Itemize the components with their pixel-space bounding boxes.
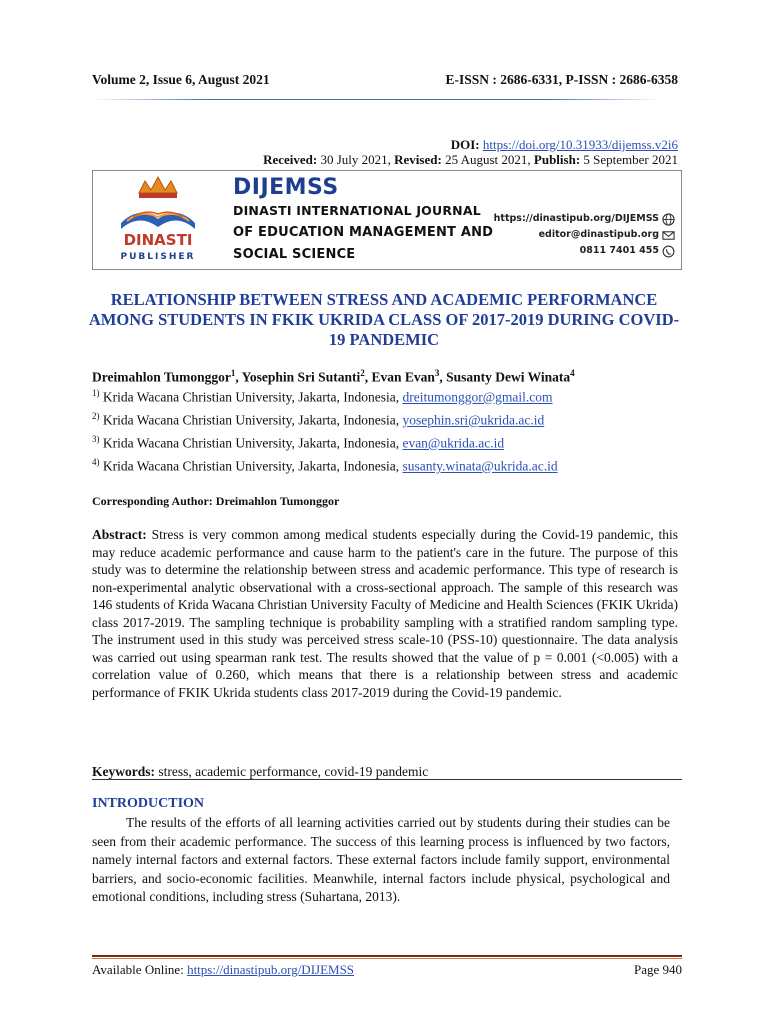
abstract-text: Stress is very common among medical students especially during the Covid-19 pandemic, this may reduce academic performance and cause harm to the patient's care in the future. The purpose of this study was to determine the relationship between stress and academic performance. This type of research is non-experimental analytic observational with a cross-sectional approach. The sample of this research was 146 students of Krida Wacana Christian University Faculty of Medicine and Health Sciences (FKIK Ukrida) class 2017-2019. The sampling technique is probability sampling with a stratified random sampling type. The instrument used in this study was perceived stress scale-10 (PSS-10) questionnaire. The data analysis was carried out using spearman rank test. The results showed that the value of p = 0.001 (<0.005) with a correlation value of 0.260, which means that there is a relationship between stress and academic performance of FKIK Ukrida students class 2017-2019 during the Covid-19 pandemic. — [92, 527, 678, 700]
paper-title: RELATIONSHIP BETWEEN STRESS AND ACADEMIC PERFORMANCE AMONG STUDENTS IN FKIK UKRIDA CLASS OF 2017-2019 DURING COVID-19 PANDEMIC — [88, 290, 680, 349]
journal-volume: Volume 2, Issue 6, August 2021 — [92, 72, 270, 87]
author-affiliation-marker: 2 — [360, 368, 365, 378]
author-name: Susanty Dewi Winata — [446, 369, 571, 385]
journal-name-line1: DINASTI INTERNATIONAL JOURNAL — [233, 203, 481, 218]
introduction-text: The results of the efforts of all learning activities carried out by students during their studies can be seen from their academic performance. The success of this learning process is influenced by two factors, namely internal factors and external factors. These external factors include family support, environmental barriers, and socio-economic facilities. Meanwhile, internal factors include physical, psychological and emotional conditions, including stress (Suhartana, 2013). — [92, 815, 670, 904]
keywords-text: stress, academic performance, covid-19 pandemic — [155, 764, 429, 779]
journal-contacts — [494, 211, 675, 259]
journal-name-line3: SOCIAL SCIENCE — [233, 247, 356, 262]
author-affiliation-marker: 4 — [570, 368, 575, 378]
corresponding-author: Corresponding Author: Dreimahlon Tumonggor — [92, 494, 340, 508]
keywords-divider — [92, 779, 682, 780]
doi-label: DOI: — [450, 137, 480, 152]
journal-website[interactable]: https://dinastipub.org/DIJEMSS — [493, 213, 659, 224]
affiliation-number: 3) — [92, 434, 100, 444]
author-affiliation-marker: 3 — [434, 368, 440, 378]
author-email-link[interactable]: evan@ukrida.ac.id — [402, 435, 505, 451]
affiliation-text: Krida Wacana Christian University, Jakarta, Indonesia, — [99, 412, 403, 428]
affiliation-row — [92, 430, 558, 453]
abstract-label: Abstract: — [92, 527, 147, 542]
affiliation-row — [92, 453, 558, 476]
affiliation-text: Krida Wacana Christian University, Jakarta, Indonesia, — [99, 389, 403, 405]
keywords-label: Keywords: — [92, 764, 155, 779]
journal-phone[interactable]: 0811 7401 455 — [579, 245, 659, 256]
keywords — [92, 764, 428, 780]
journal-acronym: DIJEMSS — [233, 175, 339, 200]
author-name: Dreimahlon Tumonggor — [92, 369, 231, 385]
globe-icon — [662, 213, 675, 226]
journal-issn: E-ISSN : 2686-6331, P-ISSN : 2686-6358 — [445, 72, 678, 87]
author-list: Dreimahlon Tumonggor$^1$, Yosephin Sri Sutanti$^2$, Evan Evan$^3$, Susanty Dewi Winata$^4$ — [92, 368, 575, 385]
section-heading-introduction: INTRODUCTION — [92, 796, 205, 811]
author-name: Yosephin Sri Sutanti — [241, 369, 361, 385]
introduction-paragraph — [92, 814, 670, 907]
mail-icon — [662, 229, 675, 242]
affiliation-row — [92, 384, 558, 407]
footer-divider — [92, 955, 682, 957]
publish-label: Publish: — [533, 152, 581, 167]
journal-banner — [92, 170, 682, 270]
footer-availability — [92, 962, 354, 978]
author-name: Evan Evan — [371, 369, 435, 385]
footer-journal-link[interactable]: https://dinastipub.org/DIJEMSS — [187, 962, 355, 977]
affiliation-list — [92, 384, 558, 476]
svg-text:DINASTI: DINASTI — [123, 231, 193, 249]
revised-date: 25 August 2021, — [441, 152, 531, 167]
journal-name-line2: OF EDUCATION MANAGEMENT AND — [233, 225, 494, 240]
received-label: Received: — [263, 152, 318, 167]
publish-date: 5 September 2021 — [580, 152, 678, 167]
affiliation-number: 1) — [92, 388, 100, 398]
affiliation-number: 4) — [92, 457, 100, 467]
affiliation-text: Krida Wacana Christian University, Jakarta, Indonesia, — [99, 435, 403, 451]
abstract — [92, 526, 678, 701]
received-date: 30 July 2021, — [317, 152, 391, 167]
footer-divider-accent — [92, 958, 682, 959]
affiliation-number: 2) — [92, 411, 100, 421]
revised-label: Revised: — [394, 152, 442, 167]
svg-text:PUBLISHER: PUBLISHER — [120, 252, 196, 262]
publication-dates — [263, 152, 678, 168]
dinasti-logo — [99, 175, 217, 265]
author-email-link[interactable]: dreitumonggor@gmail.com — [402, 389, 553, 405]
journal-email[interactable]: editor@dinastipub.org — [538, 229, 659, 240]
doi-line — [451, 137, 678, 153]
affiliation-row — [92, 407, 558, 430]
page-number: Page 940 — [633, 962, 682, 977]
journal-brand — [233, 175, 493, 266]
doi-link[interactable]: https://doi.org/10.31933/dijemss.v2i6 — [482, 137, 678, 152]
crown-book-icon — [99, 175, 217, 265]
author-email-link[interactable]: yosephin.sri@ukrida.ac.id — [402, 412, 545, 428]
affiliation-text: Krida Wacana Christian University, Jakarta, Indonesia, — [99, 458, 403, 474]
whatsapp-icon — [662, 245, 675, 258]
author-email-link[interactable]: susanty.winata@ukrida.ac.id — [402, 458, 558, 474]
header-divider — [92, 99, 662, 100]
author-affiliation-marker: 1 — [230, 368, 236, 378]
footer-available-label: Available Online: — [92, 962, 188, 977]
